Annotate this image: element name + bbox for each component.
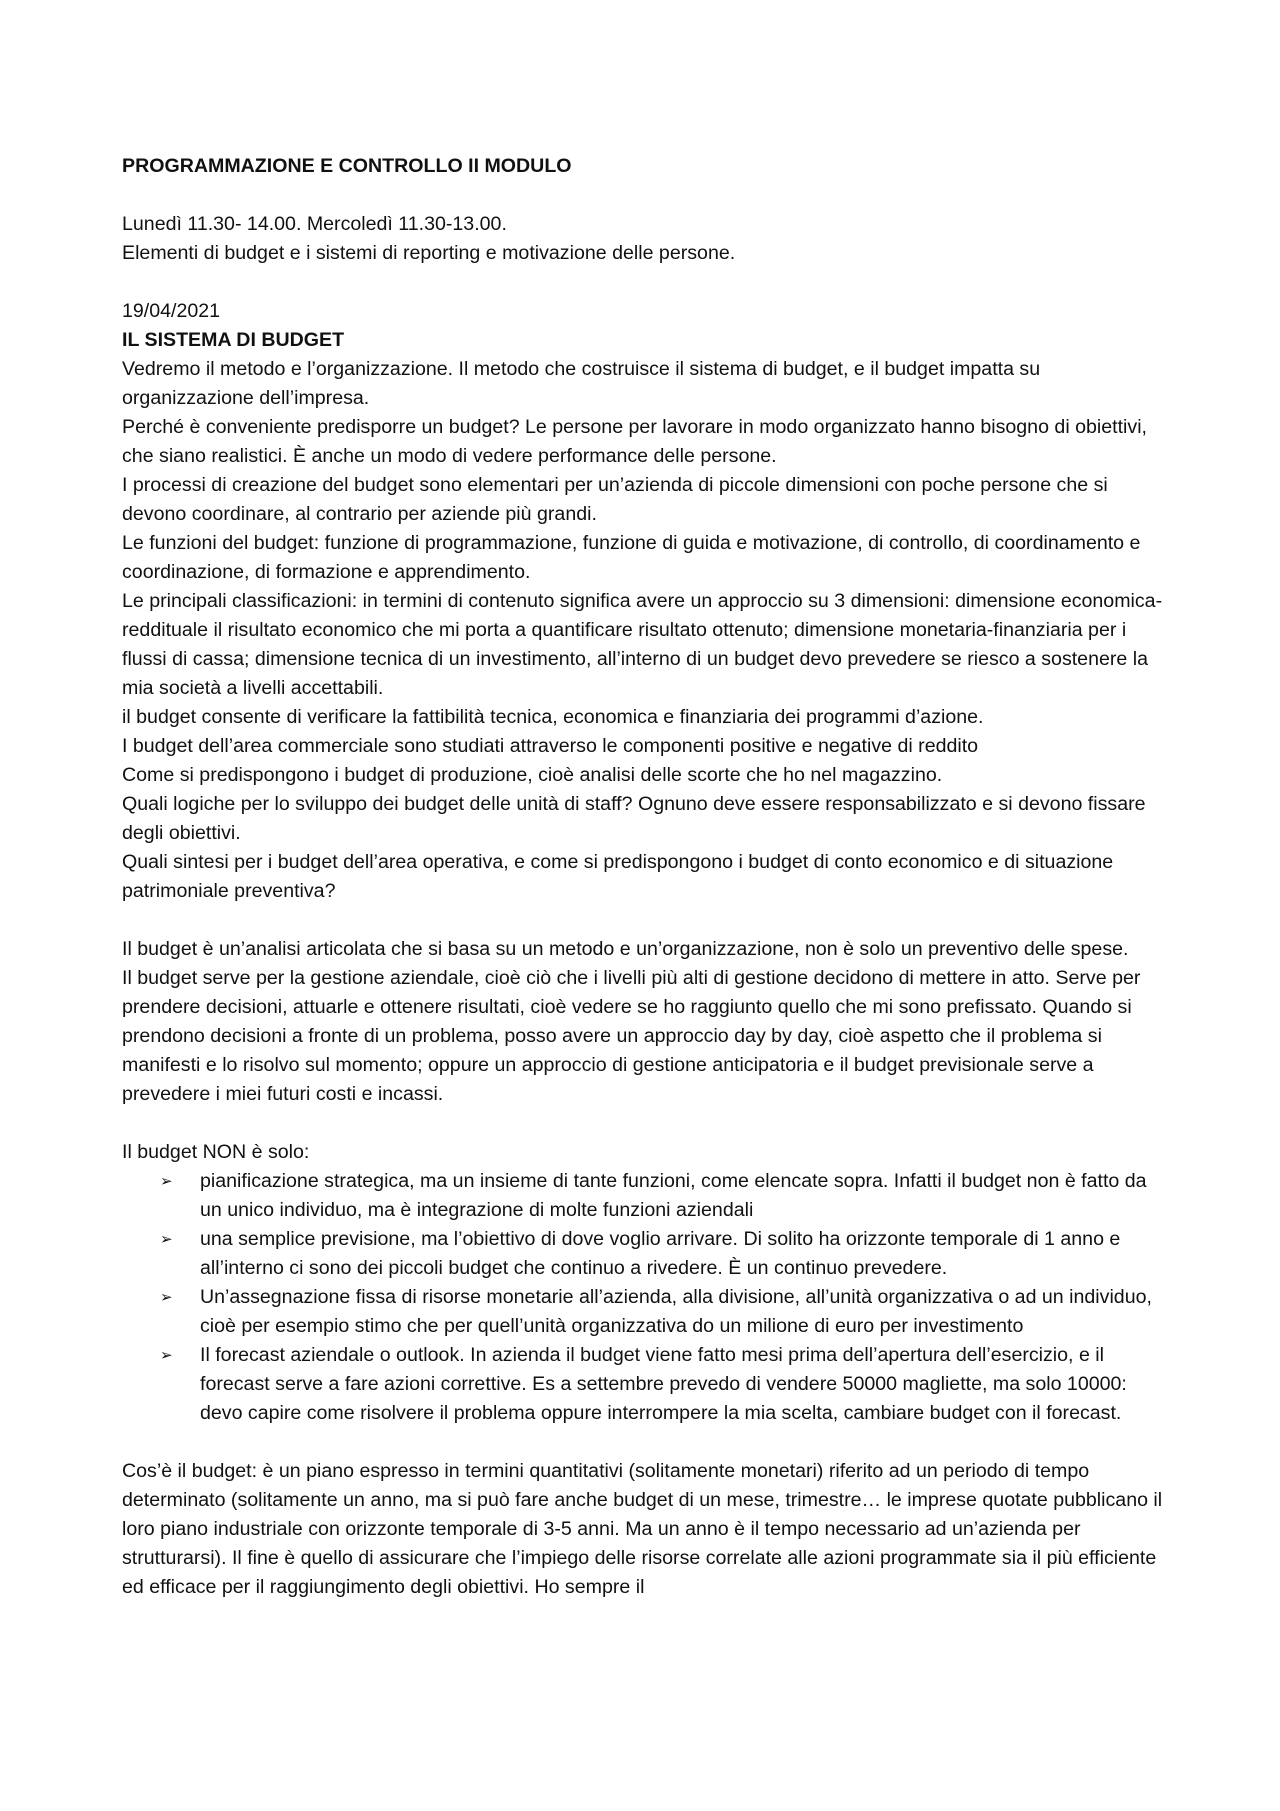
list-item-text: Un’assegnazione fissa di risorse monetarie all’azienda, alla divisione, all’unità organizzativa o ad un individuo, cioè per esempio stimo che per quell’unità organizzativa do un milione di euro per investimento bbox=[200, 1286, 1152, 1337]
document-header bbox=[122, 152, 1172, 181]
section-title: IL SISTEMA DI BUDGET bbox=[122, 329, 345, 351]
schedule-line: Lunedì 11.30- 14.00. Mercoledì 11.30-13.00. bbox=[122, 213, 507, 235]
list-item-text: una semplice previsione, ma l’obiettivo di dove voglio arrivare. Di solito ha orizzonte temporale di 1 anno e all’interno ci sono dei piccoli budget che continuo a rivedere. È un continuo prevedere. bbox=[200, 1228, 1121, 1279]
arrow-bullet-icon: ➢ bbox=[160, 1231, 173, 1248]
intro-paragraph: il budget consente di verificare la fattibilità tecnica, economica e finanziaria dei programmi d’azione. bbox=[122, 706, 984, 728]
intro-paragraph: Vedremo il metodo e l’organizzazione. Il metodo che costruisce il sistema di budget, e il budget impatta su organizzazione dell’impresa. bbox=[122, 358, 1041, 409]
analysis-paragraph: Il budget è un’analisi articolata che si basa su un metodo e un’organizzazione, non è solo un preventivo delle spese. bbox=[122, 938, 1129, 960]
intro-paragraph: Come si predispongono i budget di produzione, cioè analisi delle scorte che ho nel magazzino. bbox=[122, 764, 943, 786]
intro-paragraph: I processi di creazione del budget sono elementari per un’azienda di piccole dimensioni con poche persone che si devono coordinare, al contrario per aziende più grandi. bbox=[122, 474, 1108, 525]
not-only-list bbox=[122, 1167, 1172, 1428]
intro-paragraph: I budget dell’area commerciale sono studiati attraverso le componenti positive e negative di reddito bbox=[122, 735, 979, 757]
list-item-text: pianificazione strategica, ma un insieme di tante funzioni, come elencate sopra. Infatti il budget non è fatto da un unico individuo, ma è integrazione di molte funzioni aziendali bbox=[200, 1170, 1147, 1221]
list-item bbox=[160, 1167, 1172, 1225]
topics-line: Elementi di budget e i sistemi di reporting e motivazione delle persone. bbox=[122, 242, 736, 264]
intro-paragraph: Quali logiche per lo sviluppo dei budget delle unità di staff? Ognuno deve essere responsabilizzato e si devono fissare degli obiettivi. bbox=[122, 793, 1146, 844]
analysis-paragraph: Il budget serve per la gestione aziendale, cioè ciò che i livelli più alti di gestione decidono di mettere in atto. Serve per prendere decisioni, attuarle e ottenere risultati, cioè vedere se ho raggiunto quello che mi sono prefissato. Quando si prendono decisioni a fronte di un problema, posso avere un approccio day by day, cioè aspetto che il problema si manifesti e lo risolvo sul momento; oppure un approccio di gestione anticipatoria e il budget previsionale serve a prevedere i miei futuri costi e incassi. bbox=[122, 967, 1141, 1105]
intro-paragraph: Quali sintesi per i budget dell’area operativa, e come si predispongono i budget di conto economico e di situazione patrimoniale preventiva? bbox=[122, 851, 1114, 902]
arrow-bullet-icon: ➢ bbox=[160, 1347, 173, 1364]
intro-paragraph: Le principali classificazioni: in termini di contenuto significa avere un approccio su 3 dimensioni: dimensione economica-reddituale il risultato economico che mi porta a quantificare risultato ottenuto; dimensione monetaria-finanziaria per i flussi di cassa; dimensione tecnica di un investimento, all’interno di un budget devo prevedere se riesco a sostenere la mia società a livelli accettabili. bbox=[122, 590, 1163, 699]
arrow-bullet-icon: ➢ bbox=[160, 1173, 173, 1190]
intro-paragraph: Le funzioni del budget: funzione di programmazione, funzione di guida e motivazione, di controllo, di coordinamento e coordinazione, di formazione e apprendimento. bbox=[122, 532, 1141, 583]
list-item bbox=[160, 1283, 1172, 1341]
arrow-bullet-icon: ➢ bbox=[160, 1289, 173, 1306]
lesson-date: 19/04/2021 bbox=[122, 300, 221, 322]
list-intro: Il budget NON è solo: bbox=[122, 1141, 310, 1163]
lesson-section bbox=[122, 297, 1172, 906]
list-item bbox=[160, 1341, 1172, 1428]
closing-paragraph: Cos’è il budget: è un piano espresso in termini quantitativi (solitamente monetari) riferito ad un periodo di tempo determinato (solitamente un anno, ma si può fare anche budget di un mese, trimestre… le imprese quotate pubblicano il loro piano industriale con orizzonte temporale di 3-5 anni. Ma un anno è il tempo necessario ad un’azienda per strutturarsi). Il fine è quello di assicurare che l’impiego delle risorse correlate alle azioni programmate sia il più efficiente ed efficace per il raggiungimento degli obiettivi. Ho sempre il bbox=[122, 1460, 1163, 1598]
not-only-section bbox=[122, 1138, 1172, 1167]
list-item bbox=[160, 1225, 1172, 1283]
definition-section bbox=[122, 1457, 1172, 1602]
course-info bbox=[122, 210, 1172, 268]
analysis-section bbox=[122, 935, 1172, 1109]
intro-paragraph: Perché è conveniente predisporre un budget? Le persone per lavorare in modo organizzato hanno bisogno di obiettivi, che siano realistici. È anche un modo di vedere performance delle persone. bbox=[122, 416, 1147, 467]
list-item-text: Il forecast aziendale o outlook. In azienda il budget viene fatto mesi prima dell’apertura dell’esercizio, e il forecast serve a fare azioni correttive. Es a settembre prevedo di vendere 50000 magliette, ma solo 10000: devo capire come risolvere il problema oppure interrompere la mia scelta, cambiare budget con il forecast. bbox=[200, 1344, 1127, 1424]
document-title: PROGRAMMAZIONE E CONTROLLO II MODULO bbox=[122, 155, 572, 177]
